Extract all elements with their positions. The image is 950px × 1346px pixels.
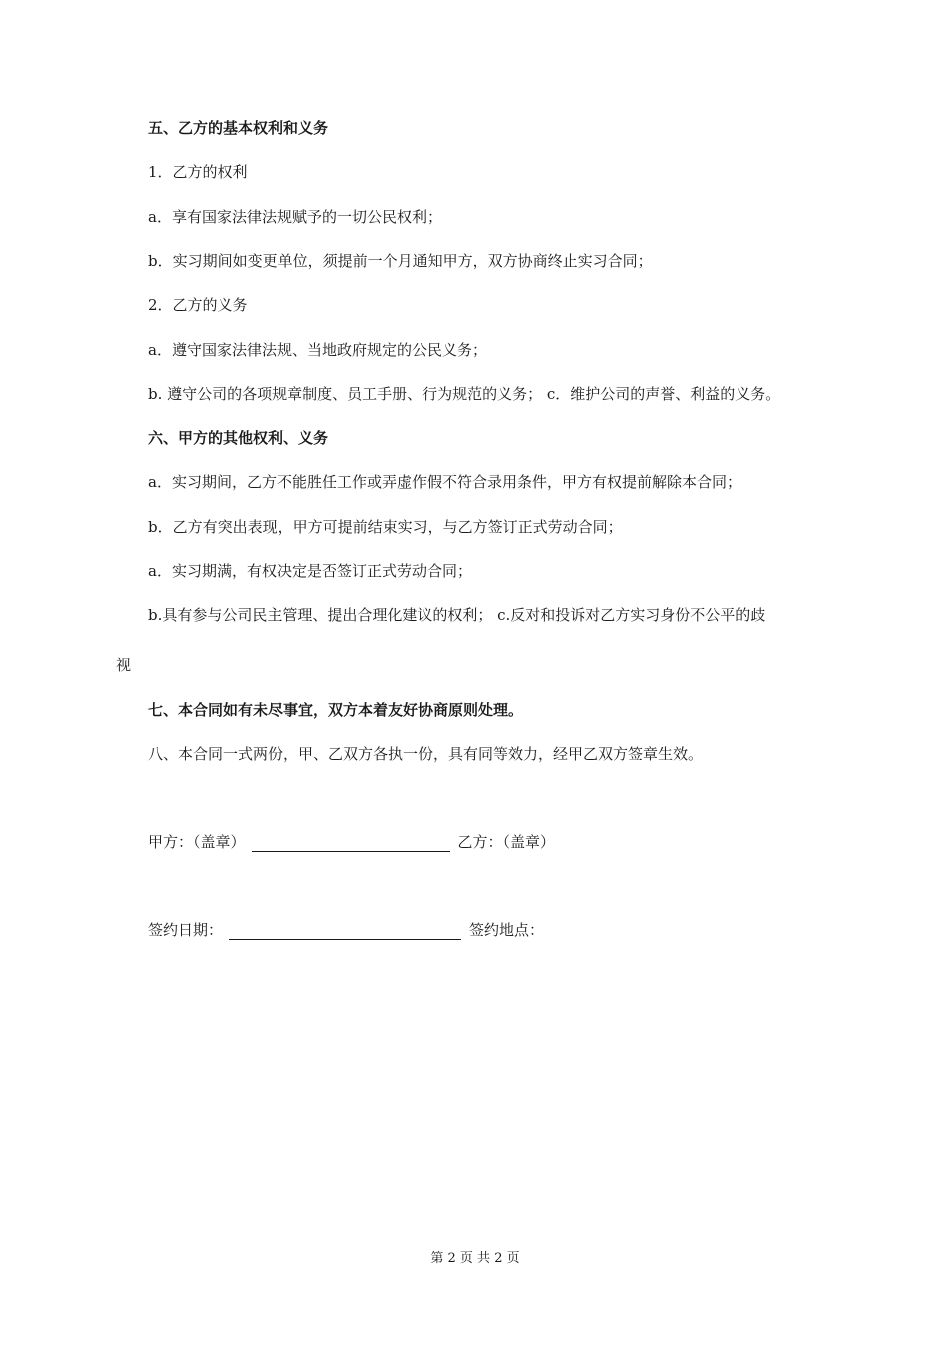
- section-8-text: 八、本合同一式两份，甲、乙双方各执一份，具有同等效力，经甲乙双方签章生效。: [148, 745, 704, 763]
- date-label: 签约日期：: [148, 921, 224, 939]
- signature-row-date-place: [148, 920, 544, 940]
- section-5-duties-title: 2．乙方的义务: [148, 296, 248, 314]
- section-5-rights-a: a．享有国家法律法规赋予的一切公民权利；: [148, 208, 442, 226]
- section-5-heading: 五、乙方的基本权利和义务: [148, 119, 329, 137]
- section-6-item-b1: b．乙方有突出表现，甲方可提前结束实习，与乙方签订正式劳动合同；: [148, 518, 623, 536]
- section-7-heading: 七、本合同如有未尽事宜，双方本着友好协商原则处理。: [148, 701, 524, 719]
- section-5-duties-a: a．遵守国家法律法规、当地政府规定的公民义务；: [148, 341, 487, 359]
- page-footer: 第 2 页 共 2 页: [430, 1251, 520, 1266]
- section-6-item-a2: a．实习期满，有权决定是否签订正式劳动合同；: [148, 562, 472, 580]
- party-a-label: 甲方：（盖章）: [148, 833, 246, 851]
- section-6-item-bc: b.具有参与公司民主管理、提出合理化建议的权利； c.反对和投诉对乙方实习身份不公平的歧: [148, 606, 766, 624]
- party-a-signature-line: [252, 834, 450, 852]
- party-b-label: 乙方：（盖章）: [457, 833, 556, 851]
- section-6-item-bc-tail: 视: [116, 656, 132, 674]
- date-signature-line: [229, 922, 461, 940]
- section-5-rights-b: b．实习期间如变更单位，须提前一个月通知甲方，双方协商终止实习合同；: [148, 252, 653, 270]
- signature-row-parties: [148, 832, 555, 852]
- section-6-item-a1: a．实习期间，乙方不能胜任工作或弄虚作假不符合录用条件，甲方有权提前解除本合同；: [148, 473, 742, 491]
- section-5-rights-title: 1．乙方的权利: [148, 163, 248, 181]
- section-6-heading: 六、甲方的其他权利、义务: [148, 429, 329, 447]
- place-label: 签约地点：: [469, 921, 545, 939]
- section-5-duties-bc: b. 遵守公司的各项规章制度、员工手册、行为规范的义务； c．维护公司的声誉、利益的义务。: [148, 385, 781, 403]
